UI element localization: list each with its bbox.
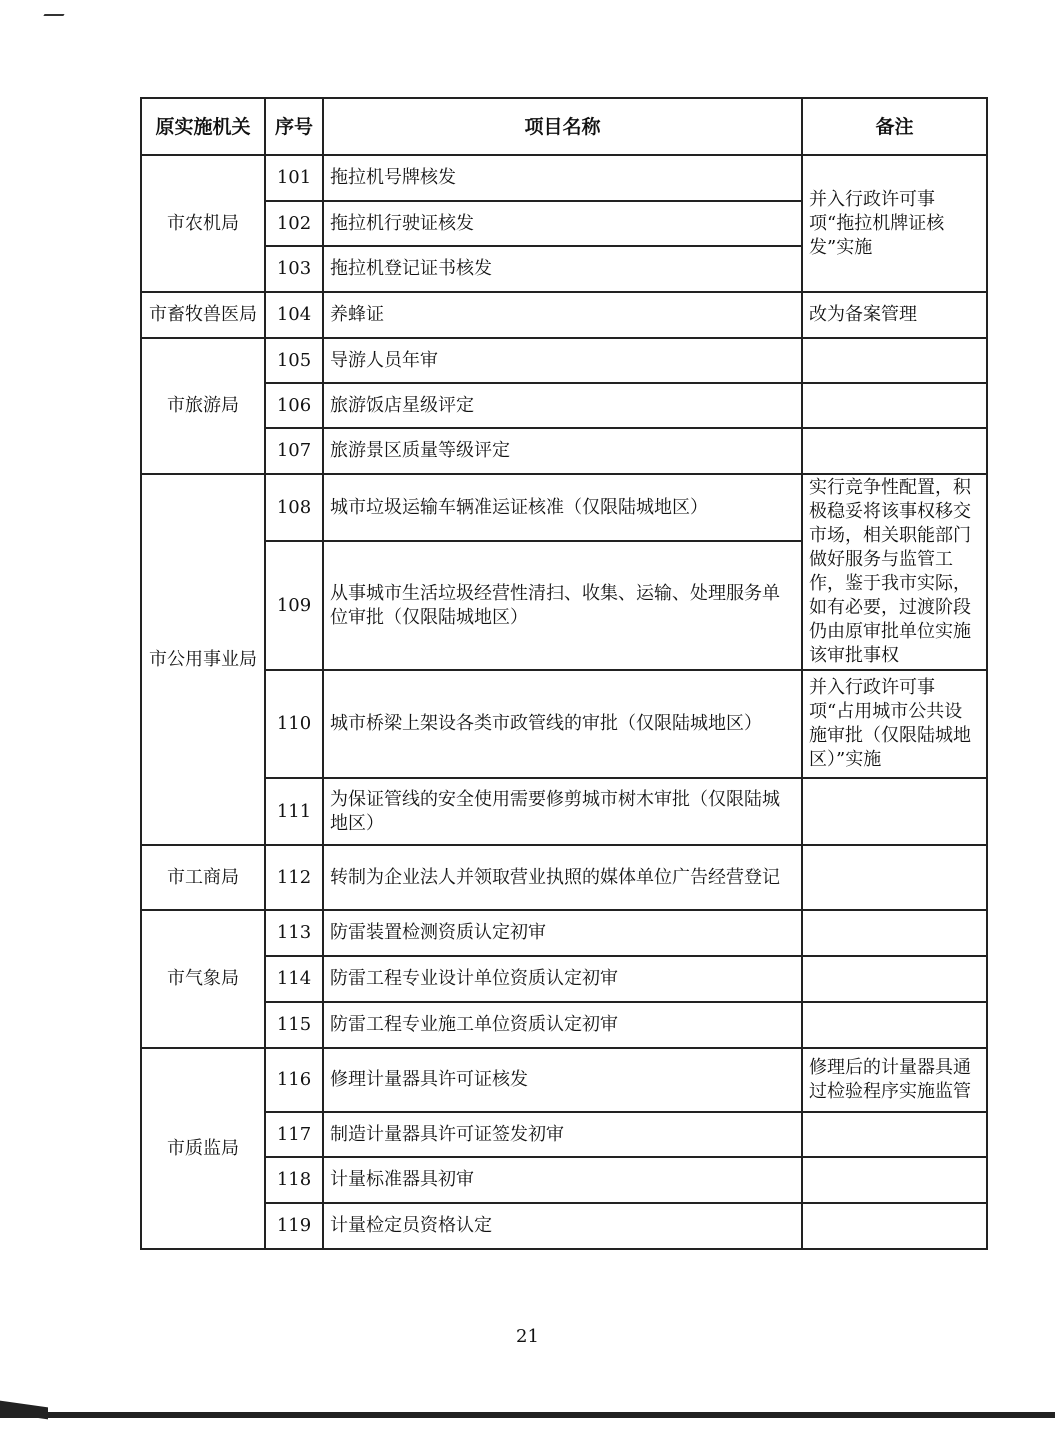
item-number: 106	[265, 383, 323, 428]
item-name: 养蜂证	[323, 292, 802, 338]
table-row	[141, 1112, 987, 1157]
table-row	[141, 428, 987, 474]
remark-cell: 并入行政许可事项“占用城市公共设施审批（仅限陆城地区）”实施	[802, 670, 987, 778]
table-row	[141, 292, 987, 338]
remark-cell	[802, 1203, 987, 1249]
table-row	[141, 1002, 987, 1048]
item-number: 117	[265, 1112, 323, 1157]
table-row	[141, 474, 987, 541]
header-item-name: 项目名称	[323, 98, 802, 155]
item-name: 防雷工程专业施工单位资质认定初审	[323, 1002, 802, 1048]
remark-cell	[802, 428, 987, 474]
table-row	[141, 1203, 987, 1249]
item-name: 修理计量器具许可证核发	[323, 1048, 802, 1112]
table-row	[141, 956, 987, 1002]
item-name: 旅游景区质量等级评定	[323, 428, 802, 474]
item-number: 101	[265, 155, 323, 201]
item-number: 109	[265, 541, 323, 670]
item-name: 制造计量器具许可证签发初审	[323, 1112, 802, 1157]
item-name: 防雷工程专业设计单位资质认定初审	[323, 956, 802, 1002]
item-name: 导游人员年审	[323, 338, 802, 383]
item-name: 拖拉机号牌核发	[323, 155, 802, 201]
item-number: 108	[265, 474, 323, 541]
item-name: 计量标准器具初审	[323, 1157, 802, 1203]
remark-cell	[802, 1112, 987, 1157]
table-row	[141, 1048, 987, 1112]
remark-cell: 修理后的计量器具通过检验程序实施监管	[802, 1048, 987, 1112]
remark-cell: 并入行政许可事项“拖拉机牌证核发”实施	[802, 155, 987, 292]
remark-cell	[802, 910, 987, 956]
scan-corner-mark	[43, 0, 72, 16]
item-name: 拖拉机登记证书核发	[323, 246, 802, 292]
item-number: 107	[265, 428, 323, 474]
item-number: 112	[265, 845, 323, 910]
item-number: 115	[265, 1002, 323, 1048]
header-number: 序号	[265, 98, 323, 155]
item-number: 118	[265, 1157, 323, 1203]
table-row	[141, 910, 987, 956]
agency-cell: 市畜牧兽医局	[141, 292, 265, 338]
agency-cell: 市工商局	[141, 845, 265, 910]
item-name: 为保证管线的安全使用需要修剪城市树木审批（仅限陆城地区）	[323, 778, 802, 845]
agency-cell: 市质监局	[141, 1048, 265, 1249]
table-row	[141, 383, 987, 428]
table-row	[141, 845, 987, 910]
page-number: 21	[516, 1326, 539, 1347]
approval-items-table	[140, 97, 988, 1250]
item-number: 104	[265, 292, 323, 338]
item-number: 110	[265, 670, 323, 778]
remark-cell	[802, 1157, 987, 1203]
table-row	[141, 778, 987, 845]
agency-cell: 市旅游局	[141, 338, 265, 474]
remark-cell: 改为备案管理	[802, 292, 987, 338]
header-remarks: 备注	[802, 98, 987, 155]
table-header-row	[141, 98, 987, 155]
item-number: 103	[265, 246, 323, 292]
item-number: 113	[265, 910, 323, 956]
item-name: 城市桥梁上架设各类市政管线的审批（仅限陆城地区）	[323, 670, 802, 778]
item-name: 从事城市生活垃圾经营性清扫、收集、运输、处理服务单位审批（仅限陆城地区）	[323, 541, 802, 670]
remark-cell	[802, 383, 987, 428]
remark-cell	[802, 956, 987, 1002]
remark-cell: 实行竞争性配置，积极稳妥将该事权移交市场，相关职能部门做好服务与监管工作，鉴于我市实际，如有必要，过渡阶段仍由原审批单位实施该审批事权	[802, 474, 987, 670]
item-name: 转制为企业法人并领取营业执照的媒体单位广告经营登记	[323, 845, 802, 910]
item-name: 计量检定员资格认定	[323, 1203, 802, 1249]
item-number: 116	[265, 1048, 323, 1112]
item-number: 111	[265, 778, 323, 845]
remark-cell	[802, 845, 987, 910]
table-row	[141, 1157, 987, 1203]
item-name: 拖拉机行驶证核发	[323, 201, 802, 246]
item-number: 102	[265, 201, 323, 246]
table-row	[141, 670, 987, 778]
header-agency: 原实施机关	[141, 98, 265, 155]
agency-cell: 市公用事业局	[141, 474, 265, 845]
remark-cell	[802, 778, 987, 845]
agency-cell: 市气象局	[141, 910, 265, 1048]
item-name: 城市垃圾运输车辆准运证核准（仅限陆城地区）	[323, 474, 802, 541]
remark-cell	[802, 338, 987, 383]
item-number: 114	[265, 956, 323, 1002]
item-name: 旅游饭店星级评定	[323, 383, 802, 428]
scan-bottom-edge	[0, 1412, 1055, 1418]
table-row	[141, 155, 987, 201]
table-row	[141, 338, 987, 383]
item-name: 防雷装置检测资质认定初审	[323, 910, 802, 956]
remark-cell	[802, 1002, 987, 1048]
item-number: 119	[265, 1203, 323, 1249]
agency-cell: 市农机局	[141, 155, 265, 292]
item-number: 105	[265, 338, 323, 383]
